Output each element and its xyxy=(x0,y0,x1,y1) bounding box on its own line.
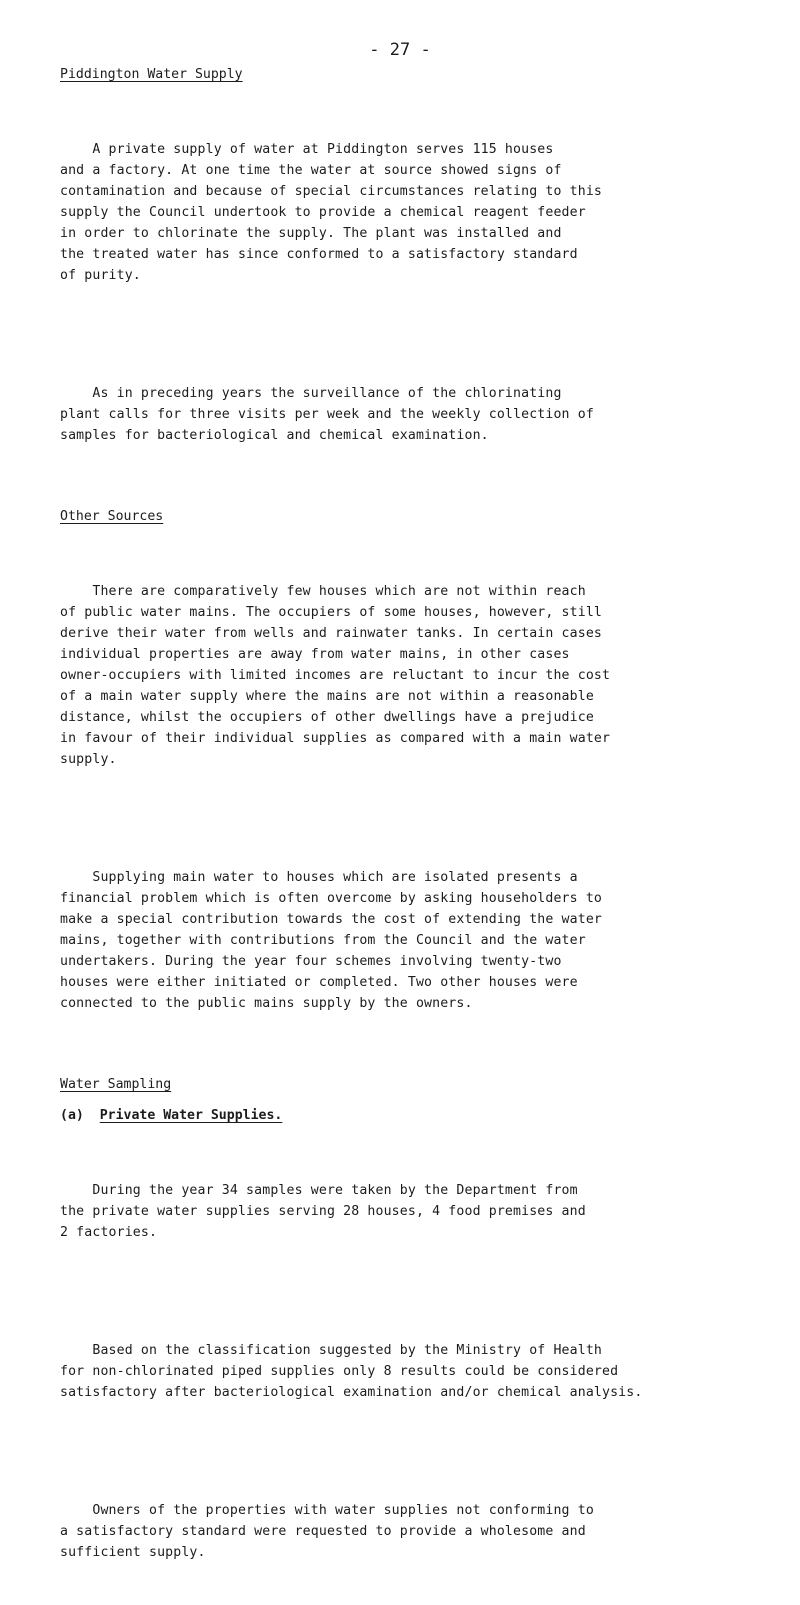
page-number: - 27 - xyxy=(369,40,431,60)
section-heading-water-sampling: Water Sampling xyxy=(60,1077,172,1092)
paragraph: During the year 34 samples were taken by the Department from the private water supplies serving 28 houses, 4 food premises and 2 factories. xyxy=(60,1183,586,1240)
paragraph: Supplying main water to houses which are isolated presents a financial problem which is often overcome by asking householders to make a special contribution towards the cost of extending the water mains, together with contributions from the Council and the water undertakers. During the year four schemes involving twenty-two houses were either initiated or completed. Two other houses were connected to the public mains supply by the owners. xyxy=(60,870,602,1011)
paragraph: As in preceding years the surveillance of the chlorinating plant calls for three visits per week and the weekly collection of samples for bacteriological and chemical examination. xyxy=(60,386,594,443)
paragraph: A private supply of water at Piddington serves 115 houses and a factory. At one time the water at source showed signs of contamination and because of special circumstances relating to this supply the Council undertook to provide a chemical reagent feeder in order to chlorinate the supply. The plant was installed and the treated water has since conformed to a satisfactory standard of purity. xyxy=(60,142,602,283)
document-body xyxy=(60,66,780,1605)
section-heading-piddington: Piddington Water Supply xyxy=(60,67,243,82)
subsection-label: (a) xyxy=(60,1108,84,1123)
section-heading-other-sources: Other Sources xyxy=(60,509,164,524)
subsection-heading-private-water-supplies xyxy=(60,1107,780,1125)
paragraph: Based on the classification suggested by the Ministry of Health for non-chlorinated piped supplies only 8 results could be considered satisfactory after bacteriological examination and/or chemical analysis. xyxy=(60,1343,643,1400)
paragraph: There are comparatively few houses which are not within reach of public water mains. The occupiers of some houses, however, still derive their water from wells and rainwater tanks. In certain cases individual properties are away from water mains, in other cases owner-occupiers with limited incomes are reluctant to incur the cost of a main water supply where the mains are not within a reasonable distance, whilst the occupiers of other dwellings have a prejudice in favour of their individual supplies as compared with a main water supply. xyxy=(60,584,611,767)
subsection-title: Private Water Supplies. xyxy=(99,1108,283,1123)
paragraph: Owners of the properties with water supplies not conforming to a satisfactory standard were requested to provide a wholesome and sufficient supply. xyxy=(60,1503,594,1560)
